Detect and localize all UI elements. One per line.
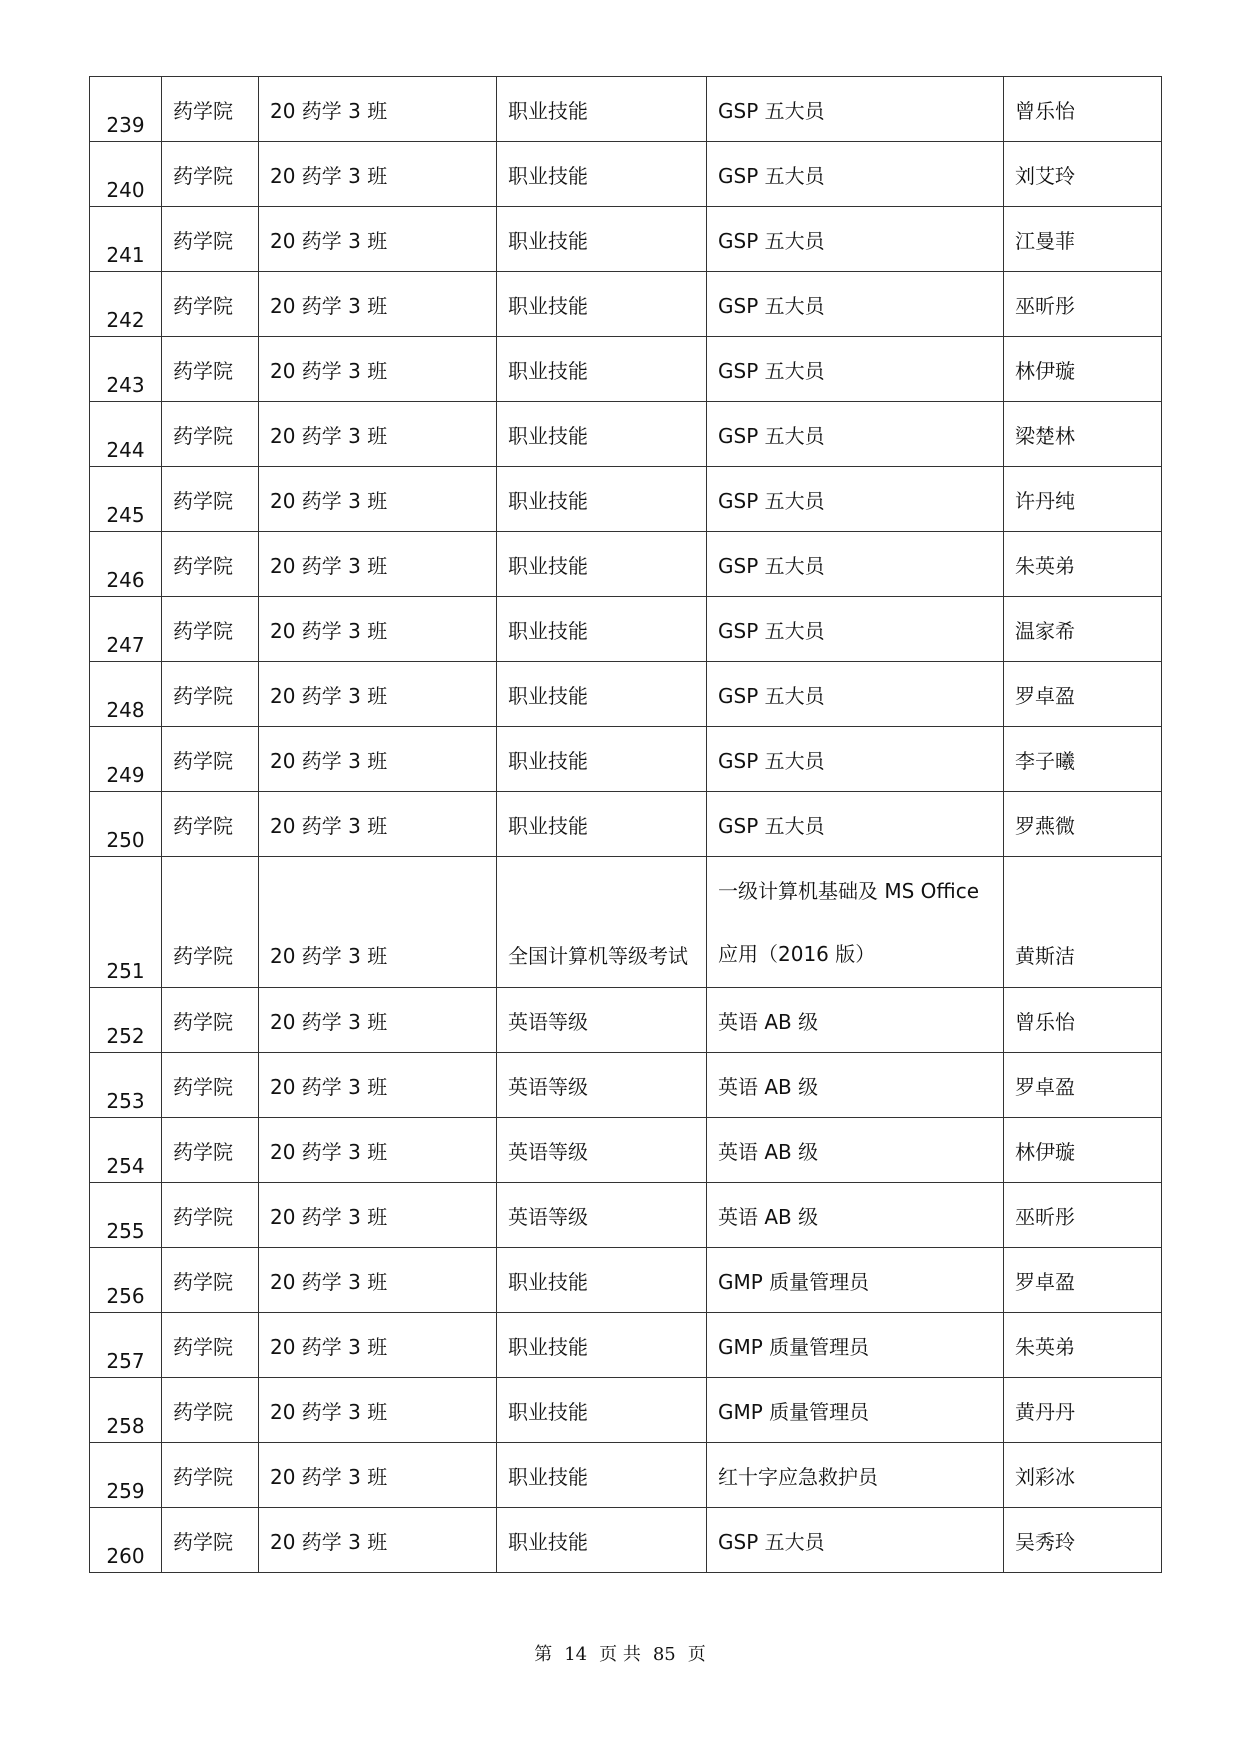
- certificate: GSP 五大员: [718, 99, 825, 123]
- class-name: 20 药学 3 班: [270, 554, 388, 578]
- college: 药学院: [173, 294, 233, 318]
- certificate-cell: [707, 1118, 1004, 1183]
- class-name: 20 药学 3 班: [270, 359, 388, 383]
- row-number: 245: [106, 503, 145, 527]
- student-name-cell: [1004, 1053, 1162, 1118]
- student-name-cell: [1004, 1378, 1162, 1443]
- class-name-cell: [259, 1378, 497, 1443]
- student-name-cell: [1004, 857, 1162, 988]
- certificate-cell: [707, 207, 1004, 272]
- table-row: [90, 1183, 1162, 1248]
- student-name-cell: [1004, 272, 1162, 337]
- table-row: [90, 467, 1162, 532]
- college: 药学院: [173, 944, 233, 968]
- student-name: 黄斯洁: [1015, 944, 1075, 968]
- certificate-cell: [707, 337, 1004, 402]
- class-name-cell: [259, 988, 497, 1053]
- category-cell: [497, 77, 707, 142]
- footer-prefix: 第: [534, 1644, 553, 1665]
- college-cell: [162, 207, 259, 272]
- table-row: [90, 1508, 1162, 1573]
- category-cell: [497, 272, 707, 337]
- class-name: 20 药学 3 班: [270, 684, 388, 708]
- table-row: [90, 1378, 1162, 1443]
- certificate-cell: [707, 402, 1004, 467]
- footer-suffix: 页: [687, 1644, 706, 1665]
- row-number-cell: [90, 1118, 162, 1183]
- class-name: 20 药学 3 班: [270, 1530, 388, 1554]
- category: 英语等级: [508, 1075, 588, 1099]
- college: 药学院: [173, 359, 233, 383]
- row-number: 253: [106, 1089, 145, 1113]
- college-cell: [162, 272, 259, 337]
- certificate: 一级计算机基础及 MS Office: [718, 879, 980, 903]
- category: 职业技能: [508, 1530, 588, 1554]
- table-row: [90, 597, 1162, 662]
- row-number: 240: [106, 178, 145, 202]
- college-cell: [162, 337, 259, 402]
- row-number-cell: [90, 662, 162, 727]
- college: 药学院: [173, 749, 233, 773]
- class-name-cell: [259, 402, 497, 467]
- student-name-cell: [1004, 77, 1162, 142]
- category: 职业技能: [508, 814, 588, 838]
- certificate-line2: 应用（2016 版）: [718, 942, 876, 966]
- college-cell: [162, 662, 259, 727]
- category-cell: [497, 1443, 707, 1508]
- college: 药学院: [173, 1140, 233, 1164]
- student-name: 罗卓盈: [1015, 1270, 1075, 1294]
- row-number-cell: [90, 792, 162, 857]
- college: 药学院: [173, 489, 233, 513]
- class-name-cell: [259, 1313, 497, 1378]
- student-name: 江曼菲: [1015, 229, 1075, 253]
- college-cell: [162, 1508, 259, 1573]
- table-row: [90, 1053, 1162, 1118]
- row-number-cell: [90, 727, 162, 792]
- category: 英语等级: [508, 1140, 588, 1164]
- college: 药学院: [173, 164, 233, 188]
- certificate: 英语 AB 级: [718, 1205, 819, 1229]
- class-name: 20 药学 3 班: [270, 1270, 388, 1294]
- class-name-cell: [259, 662, 497, 727]
- category: 职业技能: [508, 229, 588, 253]
- category-cell: [497, 532, 707, 597]
- category: 职业技能: [508, 619, 588, 643]
- class-name: 20 药学 3 班: [270, 1140, 388, 1164]
- category-cell: [497, 662, 707, 727]
- category: 职业技能: [508, 359, 588, 383]
- student-name-cell: [1004, 1183, 1162, 1248]
- category-cell: [497, 857, 707, 988]
- row-number-cell: [90, 857, 162, 988]
- student-name: 林伊璇: [1015, 1140, 1075, 1164]
- certificate-cell: [707, 1313, 1004, 1378]
- college-cell: [162, 1183, 259, 1248]
- row-number-cell: [90, 988, 162, 1053]
- category-cell: [497, 207, 707, 272]
- college-cell: [162, 1118, 259, 1183]
- row-number: 249: [106, 763, 145, 787]
- student-name-cell: [1004, 597, 1162, 662]
- row-number-cell: [90, 402, 162, 467]
- college: 药学院: [173, 424, 233, 448]
- row-number-cell: [90, 1378, 162, 1443]
- row-number: 254: [106, 1154, 145, 1178]
- college-cell: [162, 792, 259, 857]
- class-name: 20 药学 3 班: [270, 1400, 388, 1424]
- certificate-cell: [707, 857, 1004, 988]
- student-name: 梁楚林: [1015, 424, 1075, 448]
- student-name-cell: [1004, 1313, 1162, 1378]
- category: 职业技能: [508, 424, 588, 448]
- certificate: GSP 五大员: [718, 684, 825, 708]
- certificate: GSP 五大员: [718, 424, 825, 448]
- college-cell: [162, 1053, 259, 1118]
- row-number-cell: [90, 532, 162, 597]
- class-name-cell: [259, 857, 497, 988]
- category-cell: [497, 727, 707, 792]
- row-number-cell: [90, 1183, 162, 1248]
- class-name: 20 药学 3 班: [270, 814, 388, 838]
- row-number: 257: [106, 1349, 145, 1373]
- student-name: 刘艾玲: [1015, 164, 1075, 188]
- college: 药学院: [173, 1205, 233, 1229]
- class-name-cell: [259, 272, 497, 337]
- certificate: 红十字应急救护员: [718, 1465, 878, 1489]
- class-name-cell: [259, 532, 497, 597]
- college-cell: [162, 1313, 259, 1378]
- table-row: [90, 207, 1162, 272]
- category-cell: [497, 337, 707, 402]
- class-name-cell: [259, 792, 497, 857]
- class-name-cell: [259, 1183, 497, 1248]
- category-cell: [497, 1248, 707, 1313]
- certificate-cell: [707, 1183, 1004, 1248]
- college: 药学院: [173, 1010, 233, 1034]
- student-name: 罗卓盈: [1015, 684, 1075, 708]
- category-cell: [497, 1053, 707, 1118]
- certificate: 英语 AB 级: [718, 1140, 819, 1164]
- certificate: GMP 质量管理员: [718, 1270, 870, 1294]
- category: 职业技能: [508, 164, 588, 188]
- certificate: GSP 五大员: [718, 554, 825, 578]
- row-number: 260: [106, 1544, 145, 1568]
- student-name-cell: [1004, 662, 1162, 727]
- certificate-cell: [707, 662, 1004, 727]
- row-number: 256: [106, 1284, 145, 1308]
- student-name-cell: [1004, 142, 1162, 207]
- category: 英语等级: [508, 1010, 588, 1034]
- row-number-cell: [90, 1508, 162, 1573]
- row-number-cell: [90, 142, 162, 207]
- college-cell: [162, 467, 259, 532]
- student-name: 吴秀玲: [1015, 1530, 1075, 1554]
- class-name-cell: [259, 1248, 497, 1313]
- certificate-cell: [707, 1378, 1004, 1443]
- certificate: GSP 五大员: [718, 749, 825, 773]
- student-name-cell: [1004, 402, 1162, 467]
- class-name: 20 药学 3 班: [270, 1010, 388, 1034]
- certificate: GSP 五大员: [718, 294, 825, 318]
- class-name: 20 药学 3 班: [270, 1465, 388, 1489]
- row-number-cell: [90, 77, 162, 142]
- student-name: 曾乐怡: [1015, 1010, 1075, 1034]
- row-number: 239: [106, 113, 145, 137]
- college: 药学院: [173, 1530, 233, 1554]
- student-name: 巫昕彤: [1015, 1205, 1075, 1229]
- category: 职业技能: [508, 1400, 588, 1424]
- certificate: GSP 五大员: [718, 619, 825, 643]
- student-name: 刘彩冰: [1015, 1465, 1075, 1489]
- row-number: 258: [106, 1414, 145, 1438]
- category-cell: [497, 792, 707, 857]
- table-row: [90, 792, 1162, 857]
- college-cell: [162, 1248, 259, 1313]
- certificate-table: [89, 76, 1162, 1573]
- certificate-cell: [707, 532, 1004, 597]
- category: 职业技能: [508, 1270, 588, 1294]
- category: 职业技能: [508, 99, 588, 123]
- college: 药学院: [173, 684, 233, 708]
- college-cell: [162, 988, 259, 1053]
- class-name-cell: [259, 142, 497, 207]
- table-row: [90, 1248, 1162, 1313]
- student-name-cell: [1004, 988, 1162, 1053]
- table-row: [90, 662, 1162, 727]
- college-cell: [162, 77, 259, 142]
- row-number-cell: [90, 337, 162, 402]
- class-name: 20 药学 3 班: [270, 294, 388, 318]
- student-name: 朱英弟: [1015, 554, 1075, 578]
- row-number: 247: [106, 633, 145, 657]
- student-name-cell: [1004, 1508, 1162, 1573]
- row-number-cell: [90, 467, 162, 532]
- row-number-cell: [90, 597, 162, 662]
- row-number: 259: [106, 1479, 145, 1503]
- class-name-cell: [259, 1508, 497, 1573]
- college: 药学院: [173, 814, 233, 838]
- class-name: 20 药学 3 班: [270, 229, 388, 253]
- row-number-cell: [90, 1443, 162, 1508]
- certificate-cell: [707, 1508, 1004, 1573]
- college-cell: [162, 857, 259, 988]
- category-cell: [497, 1508, 707, 1573]
- college-cell: [162, 532, 259, 597]
- certificate: GSP 五大员: [718, 814, 825, 838]
- certificate-cell: [707, 792, 1004, 857]
- certificate: GMP 质量管理员: [718, 1335, 870, 1359]
- student-name-cell: [1004, 1118, 1162, 1183]
- student-name-cell: [1004, 727, 1162, 792]
- category-cell: [497, 597, 707, 662]
- category: 职业技能: [508, 684, 588, 708]
- class-name: 20 药学 3 班: [270, 1075, 388, 1099]
- table-row: [90, 988, 1162, 1053]
- row-number: 250: [106, 828, 145, 852]
- certificate: GSP 五大员: [718, 164, 825, 188]
- category-cell: [497, 1378, 707, 1443]
- certificate: 英语 AB 级: [718, 1075, 819, 1099]
- table-row: [90, 857, 1162, 988]
- student-name: 曾乐怡: [1015, 99, 1075, 123]
- certificate-cell: [707, 727, 1004, 792]
- college-cell: [162, 402, 259, 467]
- certificate-cell: [707, 272, 1004, 337]
- certificate: 英语 AB 级: [718, 1010, 819, 1034]
- table-row: [90, 1118, 1162, 1183]
- category: 职业技能: [508, 1465, 588, 1489]
- certificate: GSP 五大员: [718, 359, 825, 383]
- class-name-cell: [259, 1118, 497, 1183]
- student-name-cell: [1004, 1248, 1162, 1313]
- row-number-cell: [90, 272, 162, 337]
- class-name-cell: [259, 1053, 497, 1118]
- footer-page-number: 14: [564, 1644, 588, 1665]
- class-name-cell: [259, 77, 497, 142]
- student-name-cell: [1004, 792, 1162, 857]
- college: 药学院: [173, 1270, 233, 1294]
- class-name-cell: [259, 1443, 497, 1508]
- college: 药学院: [173, 1400, 233, 1424]
- certificate-cell: [707, 77, 1004, 142]
- table-row: [90, 337, 1162, 402]
- table-row: [90, 142, 1162, 207]
- table-row: [90, 402, 1162, 467]
- class-name-cell: [259, 207, 497, 272]
- class-name: 20 药学 3 班: [270, 164, 388, 188]
- class-name-cell: [259, 337, 497, 402]
- footer-total-pages: 85: [652, 1644, 676, 1665]
- student-name-cell: [1004, 207, 1162, 272]
- certificate-cell: [707, 467, 1004, 532]
- class-name: 20 药学 3 班: [270, 1205, 388, 1229]
- student-name-cell: [1004, 337, 1162, 402]
- class-name: 20 药学 3 班: [270, 489, 388, 513]
- class-name-cell: [259, 727, 497, 792]
- row-number-cell: [90, 207, 162, 272]
- college: 药学院: [173, 619, 233, 643]
- row-number-cell: [90, 1053, 162, 1118]
- certificate-cell: [707, 1443, 1004, 1508]
- row-number: 241: [106, 243, 145, 267]
- college: 药学院: [173, 1335, 233, 1359]
- certificate-cell: [707, 1053, 1004, 1118]
- page-footer: [0, 1640, 1240, 1666]
- certificate-cell: [707, 597, 1004, 662]
- class-name-cell: [259, 597, 497, 662]
- row-number: 248: [106, 698, 145, 722]
- category: 职业技能: [508, 294, 588, 318]
- category-cell: [497, 402, 707, 467]
- student-name: 巫昕彤: [1015, 294, 1075, 318]
- student-name: 李子曦: [1015, 749, 1075, 773]
- table-row: [90, 1443, 1162, 1508]
- college-cell: [162, 727, 259, 792]
- student-name: 罗燕微: [1015, 814, 1075, 838]
- college-cell: [162, 1443, 259, 1508]
- class-name: 20 药学 3 班: [270, 1335, 388, 1359]
- row-number: 252: [106, 1024, 145, 1048]
- certificate: GMP 质量管理员: [718, 1400, 870, 1424]
- class-name: 20 药学 3 班: [270, 619, 388, 643]
- student-name: 林伊璇: [1015, 359, 1075, 383]
- college-cell: [162, 1378, 259, 1443]
- college-cell: [162, 142, 259, 207]
- category-cell: [497, 1183, 707, 1248]
- category-cell: [497, 1313, 707, 1378]
- student-name: 朱英弟: [1015, 1335, 1075, 1359]
- college: 药学院: [173, 229, 233, 253]
- certificate-cell: [707, 988, 1004, 1053]
- row-number: 243: [106, 373, 145, 397]
- student-name-cell: [1004, 532, 1162, 597]
- class-name: 20 药学 3 班: [270, 944, 388, 968]
- category: 全国计算机等级考试: [508, 944, 688, 968]
- row-number-cell: [90, 1313, 162, 1378]
- footer-middle: 页 共: [599, 1644, 641, 1665]
- category: 职业技能: [508, 489, 588, 513]
- certificate: GSP 五大员: [718, 489, 825, 513]
- row-number-cell: [90, 1248, 162, 1313]
- category: 职业技能: [508, 749, 588, 773]
- college: 药学院: [173, 99, 233, 123]
- category-cell: [497, 988, 707, 1053]
- category-cell: [497, 142, 707, 207]
- certificate: GSP 五大员: [718, 1530, 825, 1554]
- row-number: 244: [106, 438, 145, 462]
- row-number: 246: [106, 568, 145, 592]
- class-name: 20 药学 3 班: [270, 749, 388, 773]
- class-name: 20 药学 3 班: [270, 424, 388, 448]
- row-number: 251: [106, 959, 145, 983]
- certificate: GSP 五大员: [718, 229, 825, 253]
- college: 药学院: [173, 554, 233, 578]
- certificate-cell: [707, 1248, 1004, 1313]
- college: 药学院: [173, 1465, 233, 1489]
- certificate-cell: [707, 142, 1004, 207]
- row-number: 255: [106, 1219, 145, 1243]
- table-row: [90, 77, 1162, 142]
- table-row: [90, 272, 1162, 337]
- student-name: 黄丹丹: [1015, 1400, 1075, 1424]
- category-cell: [497, 1118, 707, 1183]
- category-cell: [497, 467, 707, 532]
- student-name: 罗卓盈: [1015, 1075, 1075, 1099]
- college-cell: [162, 597, 259, 662]
- student-name: 许丹纯: [1015, 489, 1075, 513]
- student-name-cell: [1004, 1443, 1162, 1508]
- student-name: 温家希: [1015, 619, 1075, 643]
- category: 职业技能: [508, 1335, 588, 1359]
- table-row: [90, 532, 1162, 597]
- table-row: [90, 1313, 1162, 1378]
- category: 职业技能: [508, 554, 588, 578]
- table-row: [90, 727, 1162, 792]
- table-body: [90, 77, 1162, 1573]
- college: 药学院: [173, 1075, 233, 1099]
- student-name-cell: [1004, 467, 1162, 532]
- class-name-cell: [259, 467, 497, 532]
- category: 英语等级: [508, 1205, 588, 1229]
- class-name: 20 药学 3 班: [270, 99, 388, 123]
- row-number: 242: [106, 308, 145, 332]
